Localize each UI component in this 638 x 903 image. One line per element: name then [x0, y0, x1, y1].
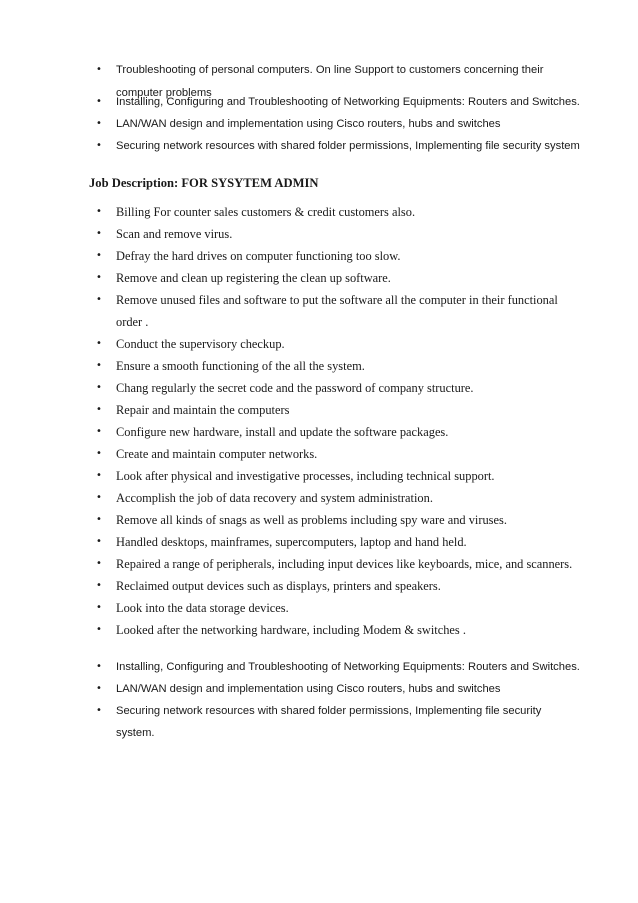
list-item: • LAN/WAN design and implementation using Cisco routers, hubs and switches: [0, 678, 638, 700]
list-item: • Securing network resources with shared folder permissions, Implementing file security system: [0, 135, 638, 157]
list-item: • Reclaimed output devices such as displays, printers and speakers.: [0, 575, 638, 597]
list-item: • Remove and clean up registering the clean up software.: [0, 267, 638, 289]
bullet-icon: •: [96, 492, 102, 503]
list-item: • Accomplish the job of data recovery and system administration.: [0, 487, 638, 509]
job-description-list: [0, 201, 638, 641]
bullet-icon: •: [96, 448, 102, 459]
list-item: • LAN/WAN design and implementation using Cisco routers, hubs and switches: [0, 113, 638, 135]
bullet-icon: •: [96, 426, 102, 437]
list-item: • Remove unused files and software to put the software all the computer in their functional order .: [0, 289, 638, 333]
bullet-icon: •: [96, 338, 102, 349]
list-item: • Defray the hard drives on computer functioning too slow.: [0, 245, 638, 267]
bullet-icon: •: [96, 705, 102, 716]
bullet-icon: •: [96, 64, 102, 75]
bullet-icon: •: [96, 118, 102, 129]
bullet-icon: •: [96, 470, 102, 481]
bullet-icon: •: [96, 404, 102, 415]
list-item: • Chang regularly the secret code and the password of company structure.: [0, 377, 638, 399]
list-item: • Remove all kinds of snags as well as problems including spy ware and viruses.: [0, 509, 638, 531]
bullet-icon: •: [96, 206, 102, 217]
bullet-icon: •: [96, 140, 102, 151]
list-item: • Billing For counter sales customers & credit customers also.: [0, 201, 638, 223]
bullet-icon: •: [96, 360, 102, 371]
list-item: • Handled desktops, mainframes, supercomputers, laptop and hand held.: [0, 531, 638, 553]
bullet-icon: •: [96, 382, 102, 393]
bullet-icon: •: [96, 558, 102, 569]
list-item: • Look into the data storage devices.: [0, 597, 638, 619]
bullet-icon: •: [96, 683, 102, 694]
list-item: • Scan and remove virus.: [0, 223, 638, 245]
bullet-icon: •: [96, 602, 102, 613]
bullet-icon: •: [96, 294, 102, 305]
list-item: • Securing network resources with shared folder permissions, Implementing file security system.: [0, 700, 638, 744]
bullet-icon: •: [96, 514, 102, 525]
list-item: • Installing, Configuring and Troubleshooting of Networking Equipments: Routers and Switches.: [0, 656, 638, 678]
list-item: • Conduct the supervisory checkup.: [0, 333, 638, 355]
bullet-icon: •: [96, 536, 102, 547]
section-heading: Job Description: FOR SYSYTEM ADMIN: [89, 176, 319, 190]
list-item: • Repair and maintain the computers: [0, 399, 638, 421]
bullet-icon: •: [96, 580, 102, 591]
list-item: • Look after physical and investigative processes, including technical support.: [0, 465, 638, 487]
bullet-icon: •: [96, 624, 102, 635]
skills-list-top: [0, 59, 638, 157]
list-item: • Looked after the networking hardware, including Modem & switches .: [0, 619, 638, 641]
list-item: • Repaired a range of peripherals, including input devices like keyboards, mice, and scanners.: [0, 553, 638, 575]
list-item: • Troubleshooting of personal computers. On line Support to customers concerning their computer problems: [0, 59, 638, 91]
skills-list-bottom: [0, 656, 638, 744]
list-item: • Configure new hardware, install and update the software packages.: [0, 421, 638, 443]
bullet-icon: •: [96, 96, 102, 107]
list-item: • Ensure a smooth functioning of the all the system.: [0, 355, 638, 377]
bullet-icon: •: [96, 661, 102, 672]
bullet-icon: •: [96, 228, 102, 239]
bullet-icon: •: [96, 272, 102, 283]
bullet-icon: •: [96, 250, 102, 261]
list-item: • Create and maintain computer networks.: [0, 443, 638, 465]
list-item: • Installing, Configuring and Troubleshooting of Networking Equipments: Routers and Switches.: [0, 91, 638, 113]
